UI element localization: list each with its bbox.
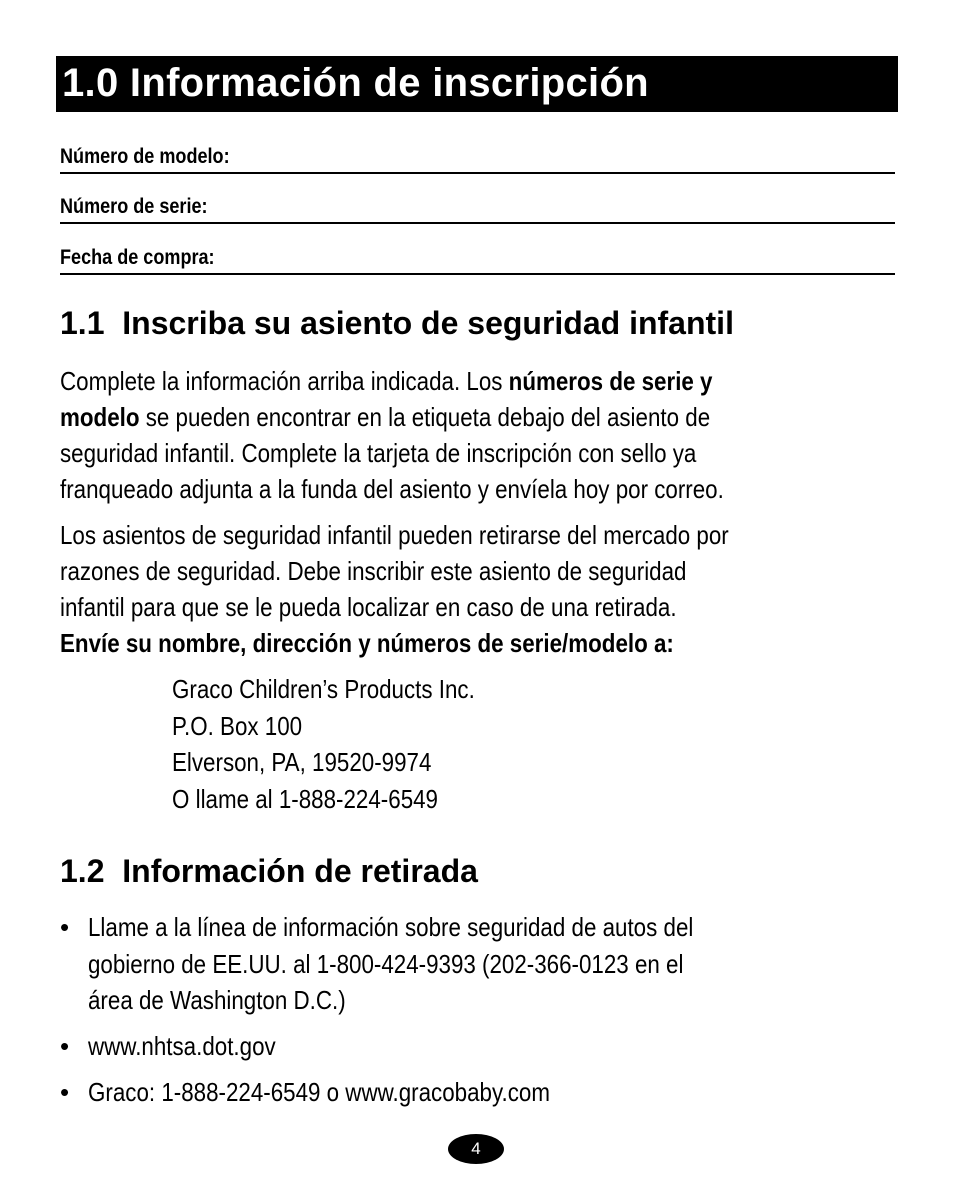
register-paragraph — [60, 363, 895, 507]
bullet-text — [88, 1074, 625, 1111]
register-line-3: seguridad infantil. Complete la tarjeta de inscripción con sello ya — [60, 438, 697, 468]
section-1-2-heading — [60, 853, 478, 890]
recall-notice-paragraph — [60, 517, 895, 661]
model-number-label: Número de modelo: — [60, 145, 230, 168]
bullet-line: gobierno de EE.UU. al 1-800-424-9393 (202-366-0123 en el — [88, 948, 684, 979]
serial-number-label: Número de serie: — [60, 195, 208, 218]
page-title: 1.0 Información de inscripción — [62, 61, 649, 105]
register-line-4: franqueado adjunta a la funda del asiento y envíela hoy por correo. — [60, 474, 724, 504]
address-line-city: Elverson, PA, 19520-9974 — [172, 747, 432, 777]
register-bold-text: números de serie y — [508, 366, 713, 396]
bullet-marker: • — [60, 1031, 70, 1061]
bullet-line: Llame a la línea de información sobre seguridad de autos del — [88, 912, 694, 942]
bullet-text — [88, 1028, 306, 1065]
section-1-1-title: Inscriba su asiento de seguridad infantil — [122, 305, 734, 341]
register-text: se pueden encontrar en la etiqueta debajo del asiento de — [139, 402, 711, 432]
bullet-text — [88, 909, 792, 1019]
register-line-2 — [60, 399, 778, 435]
section-1-1-number: 1.1 — [60, 305, 105, 341]
address-line-company: Graco Children’s Products Inc. — [172, 674, 475, 704]
register-text: Complete la información arriba indicada. Los — [60, 366, 509, 396]
mailing-address — [172, 671, 524, 817]
bullet-line: área de Washington D.C.) — [88, 985, 346, 1015]
purchase-date-field — [60, 243, 895, 275]
serial-number-field — [60, 192, 895, 224]
title-bar — [56, 56, 898, 112]
recall-line-1: Los asientos de seguridad infantil pueden retirarse del mercado por — [60, 520, 729, 550]
section-1-2-number: 1.2 — [60, 853, 105, 889]
page-number-badge: 4 — [448, 1134, 504, 1164]
bullet-marker: • — [60, 1077, 70, 1107]
recall-line-4: Envíe su nombre, dirección y números de serie/modelo a: — [60, 628, 674, 658]
address-line-pobox: P.O. Box 100 — [172, 710, 303, 741]
recall-line-2: razones de seguridad. Debe inscribir este asiento de seguridad — [60, 556, 687, 586]
graco-contact-text: Graco: 1-888-224-6549 o www.gracobaby.com — [88, 1077, 550, 1107]
address-line-phone: O llame al 1-888-224-6549 — [172, 783, 438, 814]
bullet-marker: • — [60, 912, 70, 942]
model-number-field — [60, 142, 895, 174]
register-line-1 — [60, 363, 778, 399]
nhtsa-link-text: www.nhtsa.dot.gov — [88, 1031, 276, 1061]
section-1-1-heading — [60, 305, 734, 342]
purchase-date-label: Fecha de compra: — [60, 246, 215, 269]
recall-line-3: infantil para que se le pueda localizar en caso de una retirada. — [60, 592, 677, 622]
register-bold-text: modelo — [60, 402, 140, 432]
section-1-2-title: Información de retirada — [122, 853, 478, 889]
